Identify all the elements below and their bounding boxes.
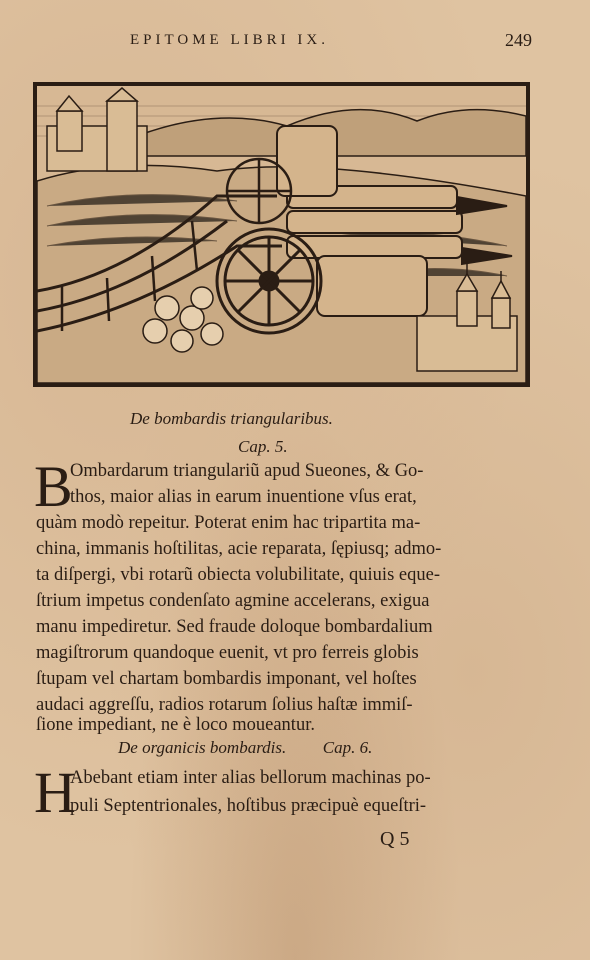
drop-capital: H (34, 760, 76, 825)
chapter-label: Cap. 5. (238, 437, 288, 456)
text-line: ſtupam vel chartam bombardis imponant, vel hoſtes (36, 669, 417, 689)
section-title (118, 738, 372, 758)
section-title: De bombardis triangularibus. (130, 409, 333, 428)
running-title: EPITOME LIBRI IX. (130, 32, 329, 48)
text-line: magiſtrorum quandoque euenit, vt pro ferreis globis (36, 643, 419, 663)
text-line: china, immanis hoſtilitas, acie reparata, ſępiusq; admo- (36, 539, 442, 559)
text-line: Ombardarum triangulariũ apud Sueones, & Go- (70, 461, 424, 481)
page-number: 249 (505, 30, 532, 50)
drop-capital: B (34, 454, 73, 519)
text-line: audaci aggreſſu, radios rotarum ſolius haſtæ immiſ- (36, 695, 413, 715)
text-line: ſtrium impetus condenſato agmine accelerans, exigua (36, 591, 430, 611)
text-line: thos, maior alias in earum inuentione vſus erat, (70, 487, 417, 507)
section-title-text: De organicis bombardis. (118, 738, 287, 757)
text-line: Abebant etiam inter alias bellorum machinas po- (70, 768, 431, 788)
signature-mark: Q 5 (380, 828, 410, 850)
cannon-woodcut-illustration (33, 82, 530, 387)
text-line: manu impediretur. Sed fraude doloque bombardalium (36, 617, 433, 637)
chapter-label: Cap. 6. (322, 738, 373, 757)
text-line: quàm modò repeitur. Poterat enim hac tripartita ma- (36, 513, 421, 533)
text-line: puli Septentrionales, hoſtibus præcipuè equeſtri- (70, 796, 427, 816)
text-line: ta diſpergi, vbi rotarũ obiecta volubilitate, quiuis eque- (36, 565, 440, 585)
text-line: ſione impediant, ne è loco moueantur. (36, 715, 315, 735)
